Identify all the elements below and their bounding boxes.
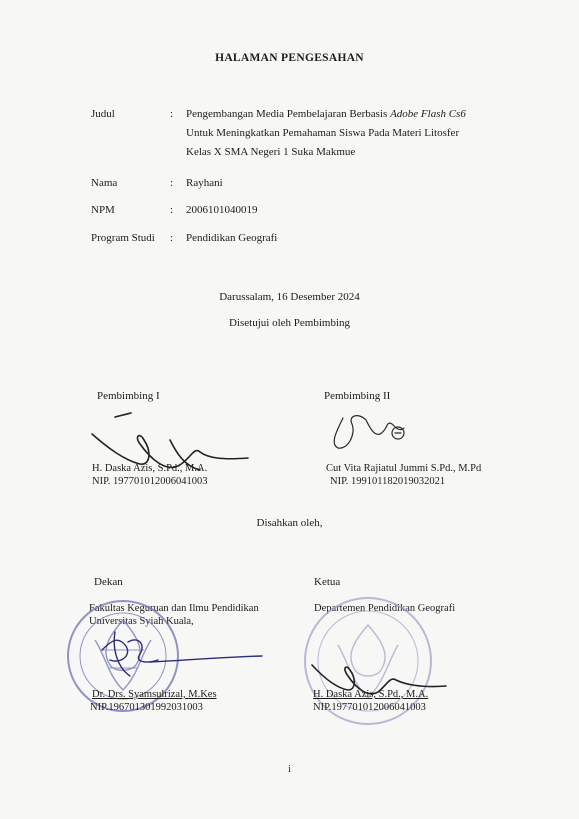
judul-label: Judul [91,108,115,120]
npm-value: 2006101040019 [186,204,258,216]
prodi-value: Pendidikan Geografi [186,232,278,244]
supervisor1-name: H. Daska Azis, S.Pd., M.A. [92,463,208,474]
npm-label: NPM [91,204,115,216]
dean-unit-line-2: Universitas Syiah Kuala, [89,616,194,627]
head-nip: NIP.197701012006041003 [313,702,426,713]
judul-prefix: Pengembangan Media Pembelajaran Berbasis [186,108,391,120]
ratified-by: Disahkan oleh, [256,517,323,529]
dean-role: Dekan [94,576,123,588]
supervisor1-signature [92,413,248,470]
prodi-label: Program Studi [91,232,155,244]
head-unit-line-1: Departemen Pendidikan Geografi [314,603,456,614]
nama-label: Nama [91,177,118,189]
head-name: H. Daska Azis, S.Pd., M.A. [313,689,429,700]
dean-name: Dr. Drs. Syamsulrizal, M.Kes [92,689,217,700]
supervisor2-nip: NIP. 199101182019032021 [330,476,446,487]
head-role: Ketua [314,576,341,588]
prodi-colon: : [170,232,174,244]
page-number: i [288,764,291,775]
supervisor1-nip: NIP. 197701012006041003 [92,476,208,487]
approved-by: Disetujui oleh Pembimbing [229,317,350,329]
nama-value: Rayhani [186,177,223,189]
judul-line-3: Kelas X SMA Negeri 1 Suka Makmue [186,146,356,158]
page-title: HALAMAN PENGESAHAN [215,52,364,64]
judul-colon: : [170,108,174,120]
supervisor1-role: Pembimbing I [97,390,160,402]
dean-unit-line-1: Fakultas Keguruan dan Ilmu Pendidikan [89,603,259,614]
npm-colon: : [170,204,174,216]
nama-colon: : [170,177,174,189]
place-date: Darussalam, 16 Desember 2024 [219,291,360,303]
judul-italic: Adobe Flash Cs6 [390,108,466,120]
supervisor2-signature [334,416,404,449]
supervisor2-role: Pembimbing II [324,390,391,402]
judul-line-2: Untuk Meningkatkan Pemahaman Siswa Pada Materi Litosfer [186,127,460,139]
dean-nip: NIP.196701301992031003 [90,702,203,713]
supervisor2-name: Cut Vita Rajiatul Jummi S.Pd., M.Pd [326,463,482,474]
